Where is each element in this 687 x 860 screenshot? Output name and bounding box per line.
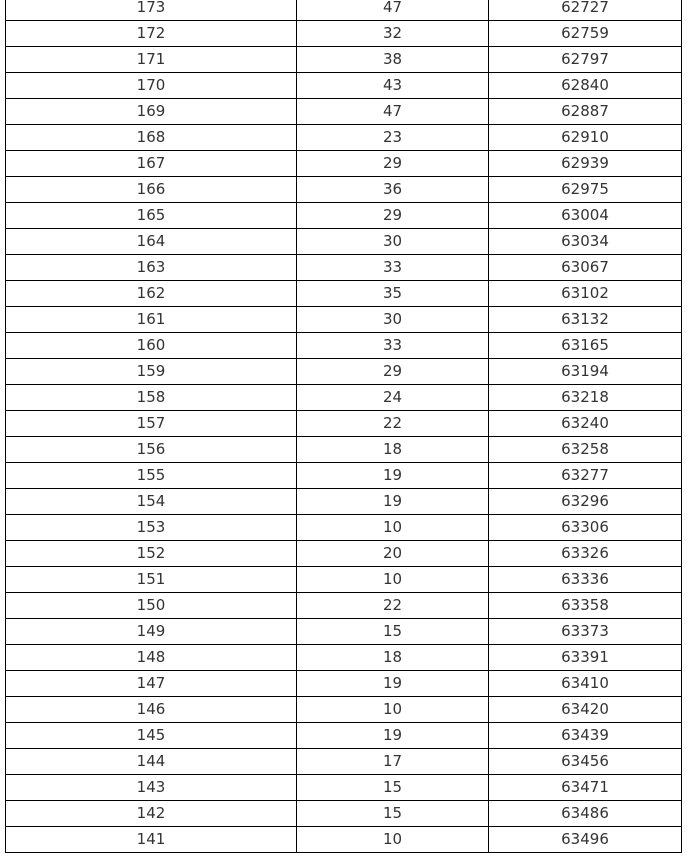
cumulative-cell: 63102	[489, 281, 682, 307]
score-cell: 150	[6, 593, 297, 619]
count-cell: 15	[297, 801, 489, 827]
count-cell: 10	[297, 827, 489, 853]
count-cell: 19	[297, 723, 489, 749]
table-row	[6, 47, 682, 73]
cumulative-cell: 62727	[489, 0, 682, 21]
score-cell: 172	[6, 21, 297, 47]
score-cell: 155	[6, 463, 297, 489]
cumulative-cell: 63132	[489, 307, 682, 333]
table-row	[6, 229, 682, 255]
cumulative-cell: 62759	[489, 21, 682, 47]
table-row	[6, 489, 682, 515]
cumulative-cell: 63496	[489, 827, 682, 853]
table-row	[6, 827, 682, 853]
table-row	[6, 307, 682, 333]
score-cell: 160	[6, 333, 297, 359]
cumulative-cell: 63391	[489, 645, 682, 671]
cumulative-cell: 63258	[489, 437, 682, 463]
count-cell: 22	[297, 411, 489, 437]
cumulative-cell: 63358	[489, 593, 682, 619]
count-cell: 47	[297, 99, 489, 125]
score-cell: 167	[6, 151, 297, 177]
cumulative-cell: 62840	[489, 73, 682, 99]
score-cell: 168	[6, 125, 297, 151]
count-cell: 38	[297, 47, 489, 73]
score-cell: 154	[6, 489, 297, 515]
cumulative-cell: 63296	[489, 489, 682, 515]
count-cell: 33	[297, 255, 489, 281]
table-row	[6, 697, 682, 723]
count-cell: 32	[297, 21, 489, 47]
score-cell: 173	[6, 0, 297, 21]
table-row	[6, 749, 682, 775]
cumulative-cell: 63034	[489, 229, 682, 255]
count-cell: 10	[297, 515, 489, 541]
cumulative-cell: 63373	[489, 619, 682, 645]
score-cell: 141	[6, 827, 297, 853]
count-cell: 30	[297, 307, 489, 333]
cumulative-cell: 62975	[489, 177, 682, 203]
table-row	[6, 177, 682, 203]
table-row	[6, 593, 682, 619]
count-cell: 33	[297, 333, 489, 359]
score-cell: 164	[6, 229, 297, 255]
table-row	[6, 775, 682, 801]
count-cell: 35	[297, 281, 489, 307]
cumulative-cell: 63165	[489, 333, 682, 359]
cumulative-cell: 63194	[489, 359, 682, 385]
count-cell: 10	[297, 567, 489, 593]
table-row	[6, 281, 682, 307]
cumulative-cell: 62887	[489, 99, 682, 125]
count-cell: 19	[297, 671, 489, 697]
count-cell: 29	[297, 203, 489, 229]
score-cell: 149	[6, 619, 297, 645]
count-cell: 23	[297, 125, 489, 151]
cumulative-cell: 63486	[489, 801, 682, 827]
count-cell: 18	[297, 645, 489, 671]
score-cell: 157	[6, 411, 297, 437]
score-cell: 144	[6, 749, 297, 775]
score-cell: 152	[6, 541, 297, 567]
cumulative-cell: 63420	[489, 697, 682, 723]
score-cell: 151	[6, 567, 297, 593]
score-cell: 143	[6, 775, 297, 801]
table-body	[6, 0, 682, 853]
count-cell: 29	[297, 359, 489, 385]
table-row	[6, 515, 682, 541]
score-cell: 159	[6, 359, 297, 385]
table-row	[6, 21, 682, 47]
table-row	[6, 333, 682, 359]
count-cell: 30	[297, 229, 489, 255]
score-cell: 148	[6, 645, 297, 671]
cumulative-cell: 63004	[489, 203, 682, 229]
cumulative-cell: 63218	[489, 385, 682, 411]
score-cell: 163	[6, 255, 297, 281]
table-row	[6, 73, 682, 99]
cumulative-cell: 63277	[489, 463, 682, 489]
cumulative-cell: 63336	[489, 567, 682, 593]
count-cell: 36	[297, 177, 489, 203]
score-cell: 162	[6, 281, 297, 307]
count-cell: 17	[297, 749, 489, 775]
table-row	[6, 645, 682, 671]
table-row	[6, 203, 682, 229]
cumulative-cell: 63306	[489, 515, 682, 541]
count-cell: 15	[297, 619, 489, 645]
cumulative-cell: 63326	[489, 541, 682, 567]
cumulative-cell: 62797	[489, 47, 682, 73]
score-cell: 142	[6, 801, 297, 827]
table-row	[6, 801, 682, 827]
cumulative-cell: 62939	[489, 151, 682, 177]
table-row	[6, 125, 682, 151]
count-cell: 15	[297, 775, 489, 801]
score-cell: 146	[6, 697, 297, 723]
count-cell: 18	[297, 437, 489, 463]
table-row	[6, 0, 682, 21]
table-row	[6, 359, 682, 385]
score-cell: 145	[6, 723, 297, 749]
table-row	[6, 99, 682, 125]
table-row	[6, 463, 682, 489]
table-row	[6, 567, 682, 593]
count-cell: 24	[297, 385, 489, 411]
table-row	[6, 411, 682, 437]
cumulative-cell: 63410	[489, 671, 682, 697]
cumulative-cell: 63439	[489, 723, 682, 749]
count-cell: 10	[297, 697, 489, 723]
cumulative-cell: 63456	[489, 749, 682, 775]
table-row	[6, 619, 682, 645]
score-cell: 153	[6, 515, 297, 541]
count-cell: 29	[297, 151, 489, 177]
score-cell: 158	[6, 385, 297, 411]
count-cell: 20	[297, 541, 489, 567]
table-row	[6, 723, 682, 749]
cumulative-cell: 63471	[489, 775, 682, 801]
score-table	[5, 0, 682, 853]
count-cell: 19	[297, 489, 489, 515]
cumulative-cell: 63067	[489, 255, 682, 281]
score-cell: 171	[6, 47, 297, 73]
score-cell: 166	[6, 177, 297, 203]
table-row	[6, 541, 682, 567]
score-cell: 165	[6, 203, 297, 229]
score-cell: 147	[6, 671, 297, 697]
cumulative-cell: 62910	[489, 125, 682, 151]
count-cell: 43	[297, 73, 489, 99]
cumulative-cell: 63240	[489, 411, 682, 437]
count-cell: 47	[297, 0, 489, 21]
table-row	[6, 151, 682, 177]
table-row	[6, 255, 682, 281]
score-cell: 170	[6, 73, 297, 99]
count-cell: 19	[297, 463, 489, 489]
score-cell: 156	[6, 437, 297, 463]
score-cell: 169	[6, 99, 297, 125]
table-row	[6, 437, 682, 463]
score-cell: 161	[6, 307, 297, 333]
count-cell: 22	[297, 593, 489, 619]
table-row	[6, 671, 682, 697]
table-row	[6, 385, 682, 411]
